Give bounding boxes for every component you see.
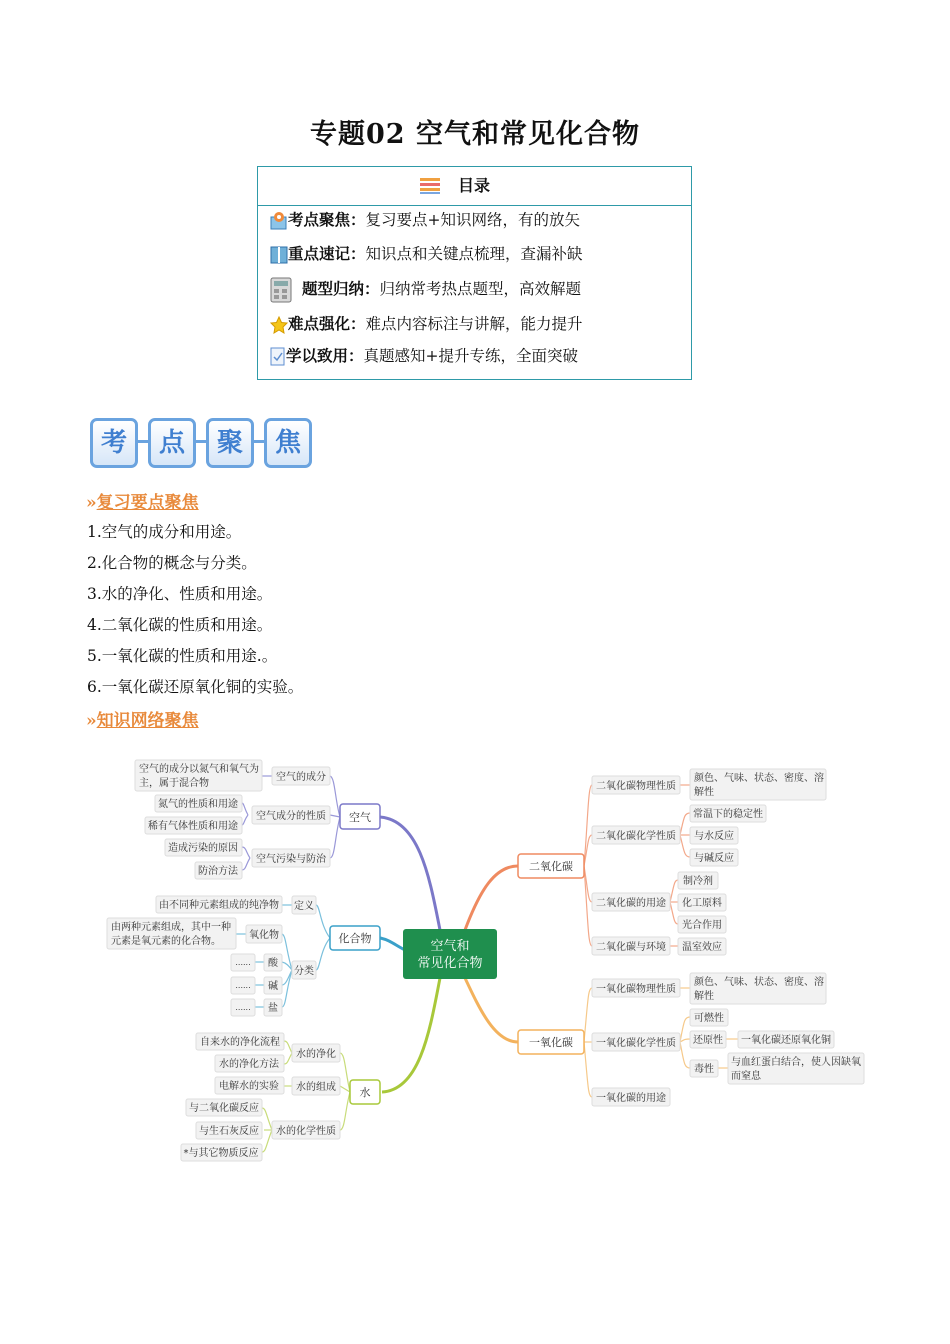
node-co2-physical[interactable] bbox=[592, 776, 680, 794]
svg-text:空气成分的性质: 空气成分的性质 bbox=[256, 811, 326, 822]
node-salt[interactable] bbox=[264, 999, 282, 1016]
review-item: 3.水的净化、性质和用途。 bbox=[87, 585, 273, 603]
node-placeholder bbox=[231, 977, 255, 994]
node-water-compo-item[interactable] bbox=[215, 1077, 284, 1094]
svg-text:化合物: 化合物 bbox=[338, 932, 372, 945]
review-item: 5.一氧化碳的性质和用途.。 bbox=[87, 647, 278, 665]
node-compound[interactable] bbox=[330, 926, 380, 950]
svg-text:防治方法: 防治方法 bbox=[198, 866, 238, 877]
svg-text:水的净化: 水的净化 bbox=[296, 1049, 336, 1060]
node-air-pollution[interactable] bbox=[252, 849, 330, 867]
node-co2-env-item[interactable] bbox=[678, 938, 726, 955]
node-co-chem-item[interactable] bbox=[690, 1031, 726, 1048]
svg-text:毒性: 毒性 bbox=[694, 1064, 714, 1075]
note-compound-definition bbox=[156, 896, 282, 913]
toc-row-notes[interactable]: 重点速记：知识点和关键点梳理，查漏补缺 bbox=[270, 241, 583, 267]
badge-char: 聚 bbox=[206, 418, 254, 468]
svg-text:二氧化碳与环境: 二氧化碳与环境 bbox=[596, 942, 666, 953]
node-water-chem-item[interactable] bbox=[196, 1122, 262, 1139]
svg-text:一氧化碳物理性质: 一氧化碳物理性质 bbox=[596, 984, 676, 995]
node-co-chem-item[interactable] bbox=[690, 1009, 728, 1026]
double-chevron-icon: » bbox=[86, 711, 97, 731]
review-item: 1.空气的成分和用途。 bbox=[87, 523, 242, 541]
svg-text:定义: 定义 bbox=[294, 901, 314, 912]
node-co2-chem-item[interactable] bbox=[690, 849, 738, 866]
svg-text:由不同种元素组成的纯净物: 由不同种元素组成的纯净物 bbox=[159, 900, 279, 911]
svg-text:水的组成: 水的组成 bbox=[296, 1082, 336, 1093]
toc-row-practice[interactable]: 学以致用：真题感知+提升专练，全面突破 bbox=[270, 343, 578, 369]
svg-text:颜色、气味、状态、密度、溶: 颜色、气味、状态、密度、溶 bbox=[694, 977, 824, 988]
svg-text:空气污染与防治: 空气污染与防治 bbox=[256, 854, 326, 865]
svg-text:*与其它物质反应: *与其它物质反应 bbox=[183, 1148, 259, 1159]
node-co-reduce[interactable] bbox=[738, 1031, 834, 1048]
node-co2-chemical[interactable] bbox=[592, 826, 680, 844]
review-item: 2.化合物的概念与分类。 bbox=[87, 554, 257, 572]
node-air-prop-item[interactable] bbox=[155, 795, 242, 812]
network-heading: »知识网络聚焦 bbox=[86, 711, 199, 731]
node-air[interactable] bbox=[340, 804, 380, 829]
svg-text:稀有气体性质和用途: 稀有气体性质和用途 bbox=[148, 821, 238, 832]
svg-text:解性: 解性 bbox=[694, 991, 714, 1002]
svg-text:二氧化碳: 二氧化碳 bbox=[529, 860, 573, 873]
svg-text:与水反应: 与水反应 bbox=[694, 831, 734, 842]
svg-text:空气和: 空气和 bbox=[430, 939, 470, 954]
node-co2-uses[interactable] bbox=[592, 893, 670, 911]
svg-text:解性: 解性 bbox=[694, 787, 714, 798]
svg-text:水: 水 bbox=[359, 1086, 371, 1099]
svg-text:空气的成分: 空气的成分 bbox=[276, 772, 326, 783]
review-heading: »复习要点聚焦 bbox=[86, 493, 199, 513]
note-co-toxicity bbox=[728, 1053, 864, 1084]
svg-text:酸: 酸 bbox=[268, 958, 278, 969]
svg-text:光合作用: 光合作用 bbox=[682, 920, 722, 931]
svg-text:......: ...... bbox=[235, 1003, 251, 1012]
svg-text:空气: 空气 bbox=[349, 811, 371, 824]
node-air-properties[interactable] bbox=[252, 806, 330, 824]
node-co-chem-item[interactable] bbox=[690, 1060, 718, 1077]
svg-text:与二氧化碳反应: 与二氧化碳反应 bbox=[189, 1103, 259, 1114]
svg-text:一氧化碳还原氧化铜: 一氧化碳还原氧化铜 bbox=[741, 1035, 831, 1046]
page-title: 专题02 空气和常见化合物 bbox=[310, 119, 640, 150]
node-air-composition[interactable] bbox=[272, 767, 330, 785]
node-acid[interactable] bbox=[264, 954, 282, 971]
node-compound-classification[interactable] bbox=[292, 961, 316, 979]
svg-text:二氧化碳的用途: 二氧化碳的用途 bbox=[596, 898, 666, 909]
node-water-purify-item[interactable] bbox=[215, 1055, 284, 1072]
badge-char: 焦 bbox=[264, 418, 312, 468]
svg-text:颜色、气味、状态、密度、溶: 颜色、气味、状态、密度、溶 bbox=[694, 773, 824, 784]
node-co2-use-item[interactable] bbox=[678, 916, 726, 933]
toc-row-hard[interactable]: 难点强化：难点内容标注与讲解，能力提升 bbox=[270, 311, 583, 337]
svg-text:水的化学性质: 水的化学性质 bbox=[276, 1126, 336, 1137]
svg-text:一氧化碳的用途: 一氧化碳的用途 bbox=[596, 1093, 666, 1104]
node-co2-use-item[interactable] bbox=[678, 872, 718, 889]
svg-text:盐: 盐 bbox=[268, 1003, 278, 1014]
review-item: 4.二氧化碳的性质和用途。 bbox=[87, 616, 273, 634]
node-placeholder bbox=[231, 954, 255, 971]
node-water-chem-item[interactable] bbox=[186, 1099, 262, 1116]
node-air-prop-item[interactable] bbox=[145, 817, 242, 834]
svg-text:与生石灰反应: 与生石灰反应 bbox=[199, 1126, 259, 1137]
node-water-chem-item[interactable] bbox=[181, 1144, 262, 1161]
node-co2-chem-item[interactable] bbox=[690, 805, 766, 822]
svg-text:主，属于混合物: 主，属于混合物 bbox=[139, 778, 209, 789]
toc-row-focus[interactable]: 考点聚焦：复习要点+知识网络，有的放矢 bbox=[270, 207, 580, 233]
svg-text:......: ...... bbox=[235, 958, 251, 967]
svg-text:一氧化碳: 一氧化碳 bbox=[529, 1036, 573, 1049]
node-compound-definition[interactable] bbox=[292, 896, 316, 914]
note-oxide bbox=[107, 918, 236, 949]
svg-text:分类: 分类 bbox=[294, 966, 314, 977]
svg-text:还原性: 还原性 bbox=[693, 1035, 723, 1046]
svg-text:由两种元素组成，其中一种: 由两种元素组成，其中一种 bbox=[111, 922, 231, 933]
node-co-uses[interactable] bbox=[592, 1088, 670, 1106]
node-co2-use-item[interactable] bbox=[678, 894, 726, 911]
svg-text:造成污染的原因: 造成污染的原因 bbox=[168, 843, 238, 854]
node-oxide[interactable] bbox=[246, 925, 282, 943]
node-placeholder bbox=[231, 999, 255, 1016]
node-water-purify-item[interactable] bbox=[196, 1033, 284, 1050]
node-co[interactable] bbox=[518, 1030, 584, 1054]
node-co2-environment[interactable] bbox=[592, 937, 670, 955]
svg-text:二氧化碳物理性质: 二氧化碳物理性质 bbox=[596, 781, 676, 792]
svg-text:而窒息: 而窒息 bbox=[731, 1071, 761, 1082]
svg-text:......: ...... bbox=[235, 981, 251, 990]
node-air-poll-item[interactable] bbox=[165, 839, 242, 856]
toc-heading: 目录 bbox=[458, 176, 491, 195]
svg-text:氮气的性质和用途: 氮气的性质和用途 bbox=[158, 799, 238, 810]
svg-text:电解水的实验: 电解水的实验 bbox=[219, 1081, 279, 1092]
badge-char: 考 bbox=[90, 418, 138, 468]
node-base[interactable] bbox=[264, 977, 282, 994]
svg-text:元素是氧元素的化合物。: 元素是氧元素的化合物。 bbox=[111, 936, 221, 947]
note-co-physical bbox=[690, 973, 826, 1004]
svg-text:与碱反应: 与碱反应 bbox=[694, 853, 734, 864]
node-water-chemistry[interactable] bbox=[272, 1121, 340, 1139]
svg-text:可燃性: 可燃性 bbox=[694, 1013, 724, 1024]
svg-text:温室效应: 温室效应 bbox=[682, 942, 722, 953]
svg-text:自来水的净化流程: 自来水的净化流程 bbox=[200, 1037, 280, 1048]
node-water-composition[interactable] bbox=[292, 1077, 340, 1095]
double-chevron-icon: » bbox=[86, 493, 97, 513]
review-item: 6.一氧化碳还原氧化铜的实验。 bbox=[87, 678, 304, 696]
note-co2-physical bbox=[690, 769, 826, 800]
node-co-chemical[interactable] bbox=[592, 1033, 680, 1051]
node-co-physical[interactable] bbox=[592, 979, 680, 997]
svg-text:常见化合物: 常见化合物 bbox=[417, 956, 483, 971]
node-water-purification[interactable] bbox=[292, 1044, 340, 1062]
mind-map-center-node[interactable] bbox=[403, 929, 497, 979]
svg-text:化工原料: 化工原料 bbox=[682, 898, 722, 909]
svg-text:二氧化碳化学性质: 二氧化碳化学性质 bbox=[596, 831, 676, 842]
svg-text:空气的成分以氮气和氧气为: 空气的成分以氮气和氧气为 bbox=[139, 764, 259, 775]
note-air-composition bbox=[135, 760, 262, 791]
toc-row-types[interactable]: 题型归纳：归纳常考热点题型，高效解题 bbox=[270, 276, 581, 302]
node-water[interactable] bbox=[350, 1080, 380, 1104]
svg-text:与血红蛋白结合，使人因缺氧: 与血红蛋白结合，使人因缺氧 bbox=[731, 1057, 861, 1068]
svg-text:氧化物: 氧化物 bbox=[249, 930, 279, 941]
svg-text:常温下的稳定性: 常温下的稳定性 bbox=[693, 809, 763, 820]
svg-text:碱: 碱 bbox=[268, 981, 278, 992]
node-co2[interactable] bbox=[518, 854, 584, 878]
badge-char: 点 bbox=[148, 418, 196, 468]
node-air-poll-item[interactable] bbox=[195, 862, 242, 879]
svg-text:制冷剂: 制冷剂 bbox=[683, 876, 713, 887]
node-co2-chem-item[interactable] bbox=[690, 827, 738, 844]
svg-text:一氧化碳化学性质: 一氧化碳化学性质 bbox=[596, 1038, 676, 1049]
svg-text:水的净化方法: 水的净化方法 bbox=[219, 1059, 279, 1070]
